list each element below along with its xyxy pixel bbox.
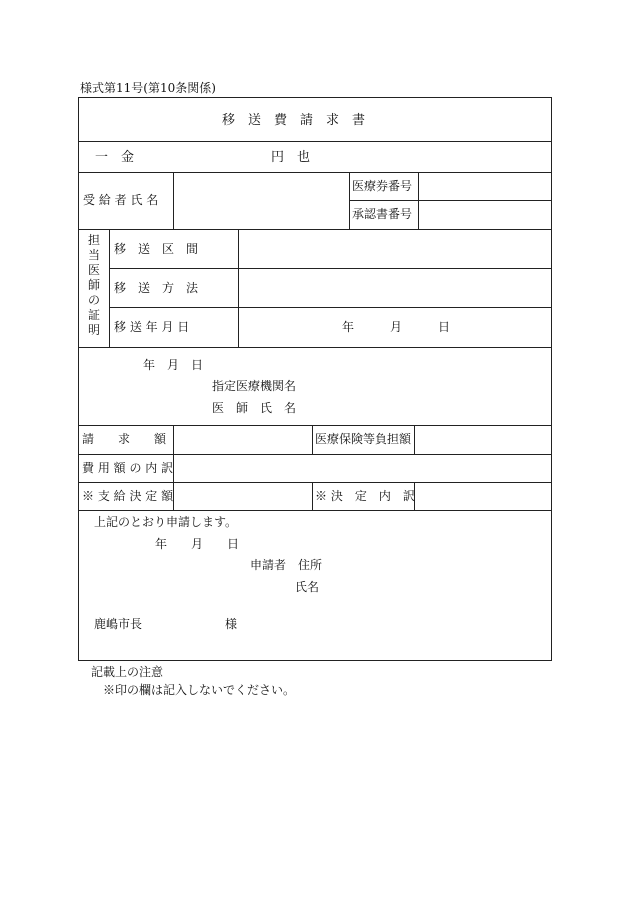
cost-breakdown-label: 費 用 額 の 内 訳 <box>82 461 174 475</box>
rule-recipient-label-right <box>173 172 174 229</box>
rule-section-bottom <box>110 268 552 269</box>
transport-method-label: 移 送 方 法 <box>114 281 199 295</box>
rule-billing-label-right <box>173 425 174 510</box>
transport-date-value: 年 月 日 <box>342 320 451 334</box>
page-title: 移 送 費 請 求 書 <box>222 113 366 128</box>
rule-decision-left <box>312 482 313 510</box>
transport-date-label: 移 送 年 月 日 <box>114 320 190 334</box>
ticket-number-label: 医療券番号 <box>352 179 413 193</box>
rule-cert-bottom <box>78 347 552 348</box>
rule-issuer-bottom <box>78 425 552 426</box>
rule-ticket-label-left <box>349 172 350 229</box>
rule-insurance-right <box>414 425 415 454</box>
applicant-address-label: 申請者 住所 <box>250 558 323 572</box>
insurance-burden-label: 医療保険等負担額 <box>315 432 412 446</box>
recipient-name-label: 受 給 者 氏 名 <box>83 193 159 207</box>
addressee: 鹿嶋市長 <box>94 617 143 631</box>
amount-suffix: 円 也 <box>271 150 311 165</box>
applicant-name-label: 氏名 <box>295 580 320 594</box>
rule-title-bottom <box>78 141 552 142</box>
form-number: 様式第11号(第10条関係) <box>80 81 216 95</box>
decision-breakdown-label: ※ 決 定 内 訳 <box>315 489 415 503</box>
rule-ticket-bottom <box>350 200 552 201</box>
decision-amount-label: ※ 支 給 決 定 額 <box>82 489 174 503</box>
claim-amount-label: 請 求 額 <box>82 432 167 446</box>
addressee-honorific: 様 <box>225 617 238 631</box>
doctor-cert-vertical-label: 担 当 医 師 の 証 明 <box>87 233 100 337</box>
rule-insurance-left <box>312 425 313 454</box>
institution-name-label: 指定医療機関名 <box>212 379 297 393</box>
rule-decision-bottom <box>78 510 552 511</box>
issuer-date: 年 月 日 <box>143 358 204 372</box>
approval-number-label: 承認書番号 <box>352 207 413 221</box>
rule-recipient-bottom <box>78 229 552 230</box>
rule-cert-vertical-right <box>109 229 110 347</box>
application-date: 年 月 日 <box>155 537 240 551</box>
notes-line-1: ※印の欄は記入しないでください。 <box>103 683 296 697</box>
rule-breakdown-bottom <box>78 482 552 483</box>
doctor-name-label: 医 師 氏 名 <box>212 401 297 415</box>
rule-claim-bottom <box>78 454 552 455</box>
rule-ticket-label-right <box>418 172 419 229</box>
transport-section-label: 移 送 区 間 <box>114 242 199 256</box>
rule-method-bottom <box>110 307 552 308</box>
form-frame <box>78 97 552 661</box>
amount-prefix: 一 金 <box>95 150 135 165</box>
application-statement: 上記のとおり申請します。 <box>94 515 238 529</box>
rule-cert-label-right <box>238 229 239 347</box>
notes-heading: 記載上の注意 <box>91 665 164 679</box>
rule-amount-bottom <box>78 172 552 173</box>
